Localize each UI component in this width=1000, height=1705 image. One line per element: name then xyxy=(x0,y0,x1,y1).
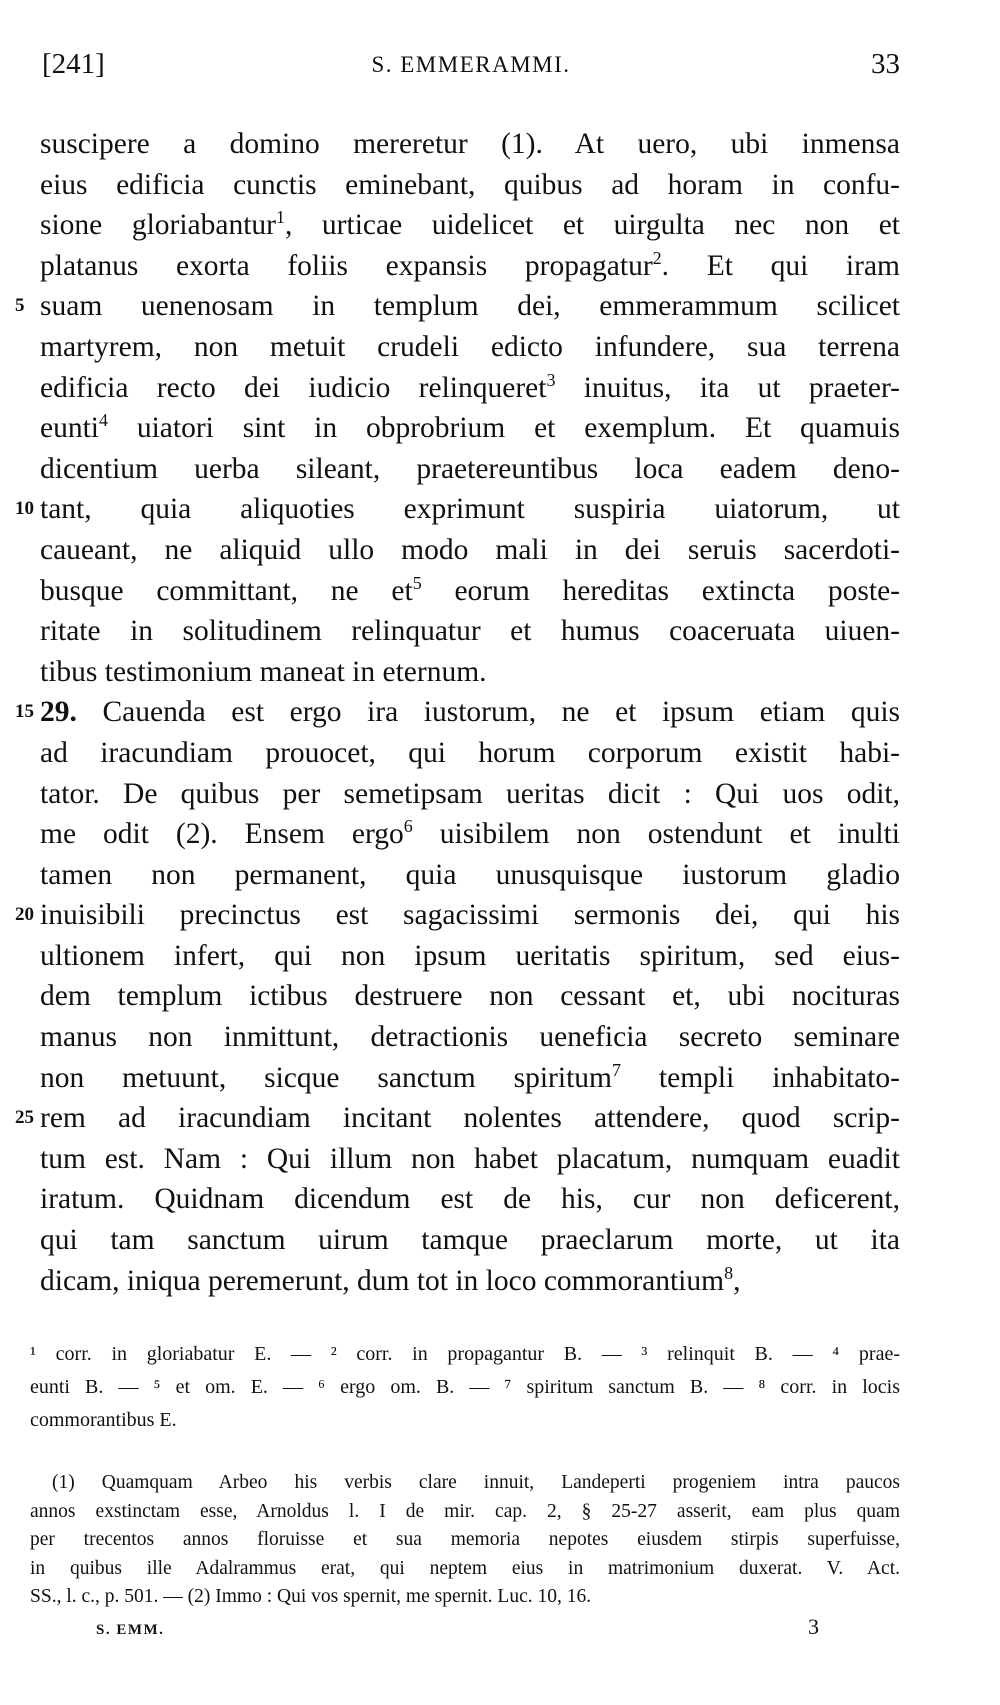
critical-apparatus xyxy=(30,1338,900,1437)
page-number: 33 xyxy=(871,48,900,80)
line-text: inuisibili precinctus est sagacissimi sermonis dei, qui his xyxy=(40,899,900,932)
footnotes xyxy=(30,1469,900,1612)
line-text: edificia recto dei iudicio relinqueret xyxy=(40,371,547,404)
text-line xyxy=(0,449,900,490)
footnote-marker: 4 xyxy=(99,410,108,431)
text-line xyxy=(0,327,900,368)
sheet-number: 3 xyxy=(808,1614,819,1639)
line-text: dem templum ictibus destruere non cessant et, ubi nocituras xyxy=(40,980,900,1013)
line-text: tamen non permanent, quia unusquisque iustorum gladio xyxy=(40,858,900,891)
line-text: suam uenenosam in templum dei, emmerammum scilicet xyxy=(40,290,900,323)
apparatus-line: ¹ corr. in gloriabatur E. — ² corr. in propagantur B. — ³ relinquit B. — ⁴ prae- xyxy=(30,1343,900,1365)
text-line xyxy=(0,895,900,936)
footnote-marker: 7 xyxy=(611,1059,621,1080)
line-text: tant, quia aliquoties exprimunt suspiria uiatorum, ut xyxy=(40,493,900,526)
footnote-line: annos exstinctam esse, Arnoldus l. I de mir. cap. 2, § 25-27 asserit, eam plus quam xyxy=(30,1500,900,1522)
text-line xyxy=(0,408,900,449)
line-text: martyrem, non metuit crudeli edicto infundere, sua terrena xyxy=(40,330,900,363)
line-text: dicam, iniqua peremerunt, dum tot in loco commorantium xyxy=(40,1264,725,1297)
line-text: busque committant, ne et xyxy=(40,574,413,607)
footnote-line: SS., l. c., p. 501. — (2) Immo : Qui vos spernit, me spernit. Luc. 10, 16. xyxy=(30,1586,592,1607)
text-line xyxy=(0,1139,900,1180)
footnote-line: in quibus ille Adalrammus erat, qui neptem eius in matrimonium duxerat. V. Act. xyxy=(30,1557,900,1579)
line-text-continued: uisibilem non ostendunt et inulti xyxy=(412,818,900,851)
line-text: manus non inmittunt, detractionis ueneficia secreto seminare xyxy=(40,1021,900,1054)
line-text: suscipere a domino mereretur (1). At uero, ubi inmensa xyxy=(40,128,900,160)
text-line xyxy=(0,936,900,977)
text-line xyxy=(0,692,900,733)
apparatus-line: commorantibus E. xyxy=(30,1409,177,1431)
text-line xyxy=(0,1261,900,1302)
text-line xyxy=(0,368,900,409)
footnote-marker: 8 xyxy=(724,1262,734,1283)
line-text: ultionem infert, qui non ipsum ueritatis spiritum, sed eius- xyxy=(40,939,900,972)
text-line xyxy=(0,652,900,693)
line-text-continued: uiatori sint in obprobrium et exemplum. Et quamuis xyxy=(108,412,900,445)
footnote-marker: 3 xyxy=(546,369,556,390)
text-line xyxy=(0,489,900,530)
line-text: eunti xyxy=(40,412,99,445)
text-line xyxy=(0,124,900,165)
footnote-marker: 1 xyxy=(276,207,285,228)
line-number: 15 xyxy=(15,701,34,723)
text-line xyxy=(0,774,900,815)
main-text xyxy=(0,124,1000,1301)
footnote-line: (1) Quamquam Arbeo his verbis clare innuit, Landeperti progeniem intra paucos xyxy=(52,1472,900,1493)
line-text-continued: templi inhabitato- xyxy=(620,1061,900,1094)
line-text-continued: . Et qui iram xyxy=(661,249,900,282)
line-text-continued: , xyxy=(733,1264,741,1297)
line-text: ritate in solitudinem relinquatur et humus coaceruata uiuen- xyxy=(40,615,900,648)
text-line xyxy=(0,246,900,287)
line-text: qui tam sanctum uirum tamque praeclarum morte, ut ita xyxy=(40,1224,900,1257)
footnote-marker: 2 xyxy=(652,247,662,268)
footnote-marker: 5 xyxy=(412,572,422,593)
line-number: 20 xyxy=(15,904,34,926)
text-line xyxy=(0,733,900,774)
printer-signature: S. EMM. xyxy=(96,1622,165,1638)
line-text: dicentium uerba sileant, praetereuntibus loca eadem deno- xyxy=(40,452,900,485)
line-text-continued: eorum hereditas extincta poste- xyxy=(421,574,900,607)
text-line xyxy=(0,1017,900,1058)
line-text: tibus testimonium maneat in eternum. xyxy=(40,655,487,688)
text-line xyxy=(0,814,900,855)
text-line xyxy=(0,1179,900,1220)
text-line xyxy=(0,205,900,246)
line-text: iratum. Quidnam dicendum est de his, cur non deficerent, xyxy=(40,1183,900,1216)
text-line xyxy=(0,1220,900,1261)
apparatus-line: eunti B. — ⁵ et om. E. — ⁶ ergo om. B. — ⁷ spiritum sanctum B. — ⁸ corr. in locis xyxy=(30,1376,900,1398)
running-header xyxy=(42,48,900,88)
line-number: 5 xyxy=(15,295,25,317)
line-text: ad iracundiam prouocet, qui horum corporum existit habi- xyxy=(40,736,900,769)
text-line xyxy=(0,976,900,1017)
line-text: tator. De quibus per semetipsam ueritas dicit : Qui uos odit, xyxy=(40,777,900,810)
chapter-number: 29. xyxy=(40,696,77,729)
text-line xyxy=(0,165,900,206)
running-title: S. EMMERAMMI. xyxy=(371,52,571,77)
line-text-continued: inuitus, ita ut praeter- xyxy=(555,371,900,404)
text-line xyxy=(0,571,900,612)
text-line xyxy=(0,1098,900,1139)
line-text: sione gloriabantur xyxy=(40,209,276,242)
line-number: 10 xyxy=(15,498,34,520)
line-text: caueant, ne aliquid ullo modo mali in dei seruis sacerdoti- xyxy=(40,533,900,566)
text-line xyxy=(0,611,900,652)
footnote-line: per trecentos annos floruisse et sua memoria nepotes eiusdem stirpis superfuisse, xyxy=(30,1529,900,1550)
line-text: rem ad iracundiam incitant nolentes attendere, quod scrip- xyxy=(40,1102,900,1135)
text-line xyxy=(0,530,900,571)
line-text-continued: , urticae uidelicet et uirgulta nec non et xyxy=(285,209,900,242)
text-line xyxy=(0,855,900,896)
line-text: me odit (2). Ensem ergo xyxy=(40,818,404,851)
footnote-marker: 6 xyxy=(403,816,413,837)
line-text: platanus exorta foliis expansis propagatur xyxy=(40,249,653,282)
text-line xyxy=(0,286,900,327)
line-text: eius edificia cunctis eminebant, quibus ad horam in confu- xyxy=(40,168,900,201)
text-line xyxy=(0,1058,900,1099)
line-text: Cauenda est ergo ira iustorum, ne et ipsum etiam quis xyxy=(76,696,900,729)
line-number: 25 xyxy=(15,1107,34,1129)
line-text: tum est. Nam : Qui illum non habet placatum, numquam euadit xyxy=(40,1142,900,1175)
line-text: non metuunt, sicque sanctum spiritum xyxy=(40,1061,612,1094)
page-bracket-number: [241] xyxy=(42,48,105,80)
